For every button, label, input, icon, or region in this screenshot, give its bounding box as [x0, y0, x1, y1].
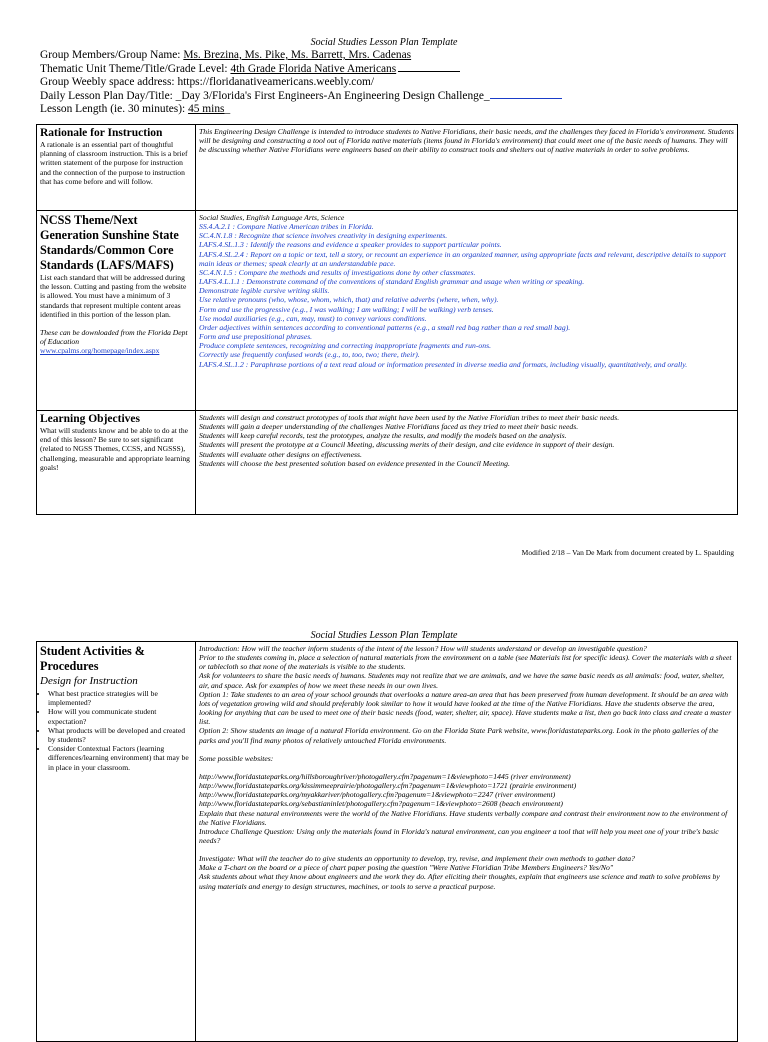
standards-note: These can be downloaded from the Florida Dept of Education	[40, 328, 188, 347]
standard-item: Use modal auxiliaries (e.g., can, may, must) to convey various conditions.	[199, 313, 427, 323]
objectives-title: Learning Objectives	[40, 413, 140, 425]
rationale-content-cell	[196, 125, 738, 211]
investigate-question: Investigate: What will the teacher do to give students an opportunity to develop, try, revise, and implement their own methods to gather data?	[199, 854, 635, 864]
activities-label-cell	[37, 642, 196, 1042]
explain-environments: Explain that these natural environments were the world of the Native Floridians. Have students verbally compare and contrast their environment now to the environment of the Native Floridians.	[199, 808, 728, 827]
length-value: 45 mins	[188, 103, 225, 115]
activities-subhead: Design for Instruction	[40, 675, 138, 687]
thematic-unit-line	[40, 62, 740, 76]
spacer	[199, 845, 734, 854]
activities-row	[37, 642, 738, 1042]
standard-item: LAFS.4.SL.1.2 : Paraphrase portions of a text read aloud or information presented in diverse media and formats, including visually, quantitatively, and orally.	[199, 359, 688, 369]
theme-label: Thematic Unit Theme/Title/Grade Level:	[40, 63, 228, 75]
rationale-row	[37, 125, 738, 211]
page-title-2: Social Studies Lesson Plan Template	[310, 630, 458, 641]
rationale-label-cell	[37, 125, 196, 211]
activities-content-cell	[196, 642, 738, 1042]
modified-note: Modified 2/18 – Van De Mark from document created by L. Spaulding	[521, 548, 734, 557]
activities-title: Student Activities & Procedures	[40, 644, 145, 673]
standard-item: SC.4.N.1.5 : Compare the methods and results of investigations done by other classmates.	[199, 267, 476, 277]
activities-bullets	[40, 689, 192, 772]
option-2: Option 2: Show students an image of a natural Florida environment. Go on the Florida State Park website, www.floridastateparks.org. Look in the photo galleries of the parks and you'll find many photos of relatively untouched Florida environments.	[199, 726, 719, 745]
weebly-line	[40, 75, 740, 89]
objectives-desc: What will students know and be able to do at the end of this lesson? Be sure to set significant (related to NGSS Themes, CCSS, and NGSSS), challenging, measurable and appropriate learning goals!	[40, 426, 190, 472]
website-link[interactable]: http://www.floridastateparks.org/sebastianinlet/photogallery.cfm?pagenum=1&viewphoto=2608 (beach environment)	[199, 799, 563, 809]
spacer	[199, 763, 734, 772]
standard-item: LAFS.4.SL.2.4 : Report on a topic or text, tell a story, or recount an experience in an organized manner, using appropriate facts and relevant, descriptive details to support main ideas or themes; speak clearly at an understandable pace.	[199, 249, 726, 268]
standards-content	[199, 213, 734, 369]
standard-item: Order adjectives within sentences according to conventional patterns (e.g., a small red bag rather than a red small bag).	[199, 322, 571, 332]
spacer	[199, 745, 734, 754]
page-title: Social Studies Lesson Plan Template	[310, 37, 458, 48]
weebly-label: Group Weebly space address:	[40, 76, 175, 88]
standard-item: Correctly use frequently confused words (e.g., to, too, two; there, their).	[199, 350, 420, 360]
objective-item: Students will evaluate other designs on effectiveness.	[199, 449, 362, 459]
daily-lesson-line	[40, 89, 740, 103]
list-item: • What best practice strategies will be implemented?	[48, 689, 192, 707]
standards-title: NCSS Theme/Next Generation Sunshine State Standards/Common Core Standards (LAFS/MAFS)	[40, 213, 179, 272]
objectives-content	[199, 413, 734, 468]
standards-content-cell	[196, 211, 738, 411]
engineers-discussion: Ask students about what they know about engineers and the work they do. After eliciting their thoughts, explain that engineers use science and math to solve problems by using materials and energy to design structures, machines, or tools to serve a practical purpose.	[199, 872, 720, 891]
standard-item: SC.4.N.1.8 : Recognize that science involves creativity in designing experiments.	[199, 231, 448, 241]
length-tail: _	[224, 103, 231, 115]
objective-item: Students will keep careful records, test the prototypes, analyze the results, and modify the models based on the analysis.	[199, 431, 567, 441]
prior-setup: Prior to the students coming in, place a selection of natural materials from the environment on a table (see Materials list for specific ideas). Cover the materials with a sheet or tablecloth so that none of the materials is visible to the students.	[199, 653, 732, 672]
website-link[interactable]: http://www.floridastateparks.org/kissimmeeprairie/photogallery.cfm?pagenum=1&viewphoto=1721 (prairie environment)	[199, 781, 577, 791]
rationale-content: This Engineering Design Challenge is intended to introduce students to Native Floridians, their basic needs, and the challenges they faced in Florida's environment. Students will be designing and constructing a tool out of Florida native materials (items found in Florida's environment) that could meet one of the basic needs of humans. They will be discussing whether Native Floridians were engineers based on their ability to construct tools and shelters out of native materials in order to solve problems.	[199, 127, 734, 155]
theme-blank	[398, 62, 460, 72]
t-chart-step: Make a T-chart on the board or a piece of chart paper posing the question "Were Native Floridian Tribe Members Engineers? Yes/No"	[199, 863, 614, 873]
standards-desc: List each standard that will be addressed during the lesson. Cutting and pasting from the website is allowed. You must have a minimum of 3 standards that represent multiple content areas identified in this portion of the lesson plan.	[40, 273, 187, 319]
challenge-question: Introduce Challenge Question: Using only the materials found in Florida's natural environment, can you engineer a tool that will help you meet one of your tribe's basic needs?	[199, 826, 719, 845]
rationale-desc: A rationale is an essential part of thoughtful planning of classroom instruction. This is a brief written statement of the purpose for instruction and the connection of the purpose to instruction that has come before and will follow.	[40, 140, 188, 186]
websites-heading: Some possible websites:	[199, 753, 274, 763]
list-item: • How will you communicate student expectation?	[48, 707, 192, 725]
standard-item: LAFS.4.L.1.1 : Demonstrate command of the conventions of standard English grammar and usage when writing or speaking.	[199, 277, 585, 287]
standards-row	[37, 211, 738, 411]
cpalms-link[interactable]: www.cpalms.org/homepage/index.aspx	[40, 346, 160, 356]
standard-item: Produce complete sentences, recognizing and correcting inappropriate fragments and run-ons.	[199, 341, 492, 351]
group-label: Group Members/Group Name:	[40, 49, 181, 61]
list-item: • Consider Contextual Factors (learning differences/learning environment) that may be in place in your classroom.	[48, 744, 192, 772]
standard-item: Form and use the progressive (e.g., I was walking; I am walking; I will be walking) verb tenses.	[199, 304, 494, 314]
objectives-row	[37, 411, 738, 515]
lesson-plan-table-2	[36, 641, 738, 1042]
standard-item: Demonstrate legible cursive writing skills.	[199, 286, 330, 296]
objective-item: Students will present the prototype at a Council Meeting, discussing merits of their design, and cite evidence in support of their design.	[199, 440, 615, 450]
standard-item: Use relative pronouns (who, whose, whom, which, that) and relative adverbs (where, when, why).	[199, 295, 499, 305]
rationale-title: Rationale for Instruction	[40, 127, 163, 139]
list-item: • What products will be developed and created by students?	[48, 726, 192, 744]
objective-item: Students will choose the best presented solution based on evidence presented in the Council Meeting.	[199, 458, 510, 468]
website-link[interactable]: http://www.floridastateparks.org/hillsboroughriver/photogallery.cfm?pagenum=1&viewphoto=1445 (river environment)	[199, 771, 571, 781]
group-value: Ms. Brezina, Ms. Pike, Ms. Barrett, Mrs. Cadenas	[183, 49, 412, 61]
group-members-line	[40, 48, 740, 62]
option-1: Option 1: Take students to an area of your school grounds that overlooks a nature area-an area that has been preserved from human development. It should be an area with lots of vegetation growing wild and should preferably look similar to how it would have looked at the time of the Native Floridians. Have the students observe the area, looking for anything that can be used to meet one of their basic needs (food, water, shelter, air, space). Have students make a list, then go back into class and create a master list.	[199, 689, 732, 727]
standards-label-cell	[37, 211, 196, 411]
daily-value: _Day 3/Florida's First Engineers-An Engineering Design Challenge_	[175, 90, 490, 102]
theme-value: 4th Grade Florida Native Americans	[230, 63, 397, 75]
objectives-label-cell	[37, 411, 196, 515]
objectives-content-cell	[196, 411, 738, 515]
length-label: Lesson Length (ie. 30 minutes):	[40, 103, 186, 115]
website-link[interactable]: http://www.floridastateparks.org/myakkariver/photogallery.cfm?pagenum=1&viewphoto=2247 (river environment)	[199, 790, 556, 800]
daily-label: Daily Lesson Plan Day/Title:	[40, 90, 173, 102]
activities-content	[199, 644, 734, 891]
standard-item: SS.4.A.2.1 : Compare Native American tribes in Florida.	[199, 222, 374, 232]
objective-item: Students will gain a deeper understanding of the challenges Native Floridians faced as they tried to meet their basic needs.	[199, 422, 579, 432]
standards-subjects: Social Studies, English Language Arts, Science	[199, 213, 345, 222]
intro-question: Introduction: How will the teacher inform students of the intent of the lesson? How will students understand or develop an investigable question?	[199, 644, 647, 653]
lesson-plan-table-1	[36, 124, 738, 515]
standard-item: LAFS.4.SL.1.3 : Identify the reasons and evidence a speaker provides to support particular points.	[199, 240, 502, 250]
standard-item: Form and use prepositional phrases.	[199, 332, 313, 342]
standards-link-wrap	[40, 346, 192, 355]
lesson-length-line	[40, 102, 740, 116]
objective-item: Students will design and construct prototypes of tools that might have been used by the Native Floridian tribes to meet their basic needs.	[199, 413, 620, 422]
daily-blank	[490, 89, 562, 99]
basic-needs: Ask for volunteers to share the basic needs of humans. Students may not realize that we are animals, and we have the same basic needs as all animals: food, water, shelter, air, and space. Ask for examples of how we meet these needs in our own lives.	[199, 671, 725, 690]
weebly-value: https://floridanativeamericans.weebly.com/	[177, 76, 375, 88]
